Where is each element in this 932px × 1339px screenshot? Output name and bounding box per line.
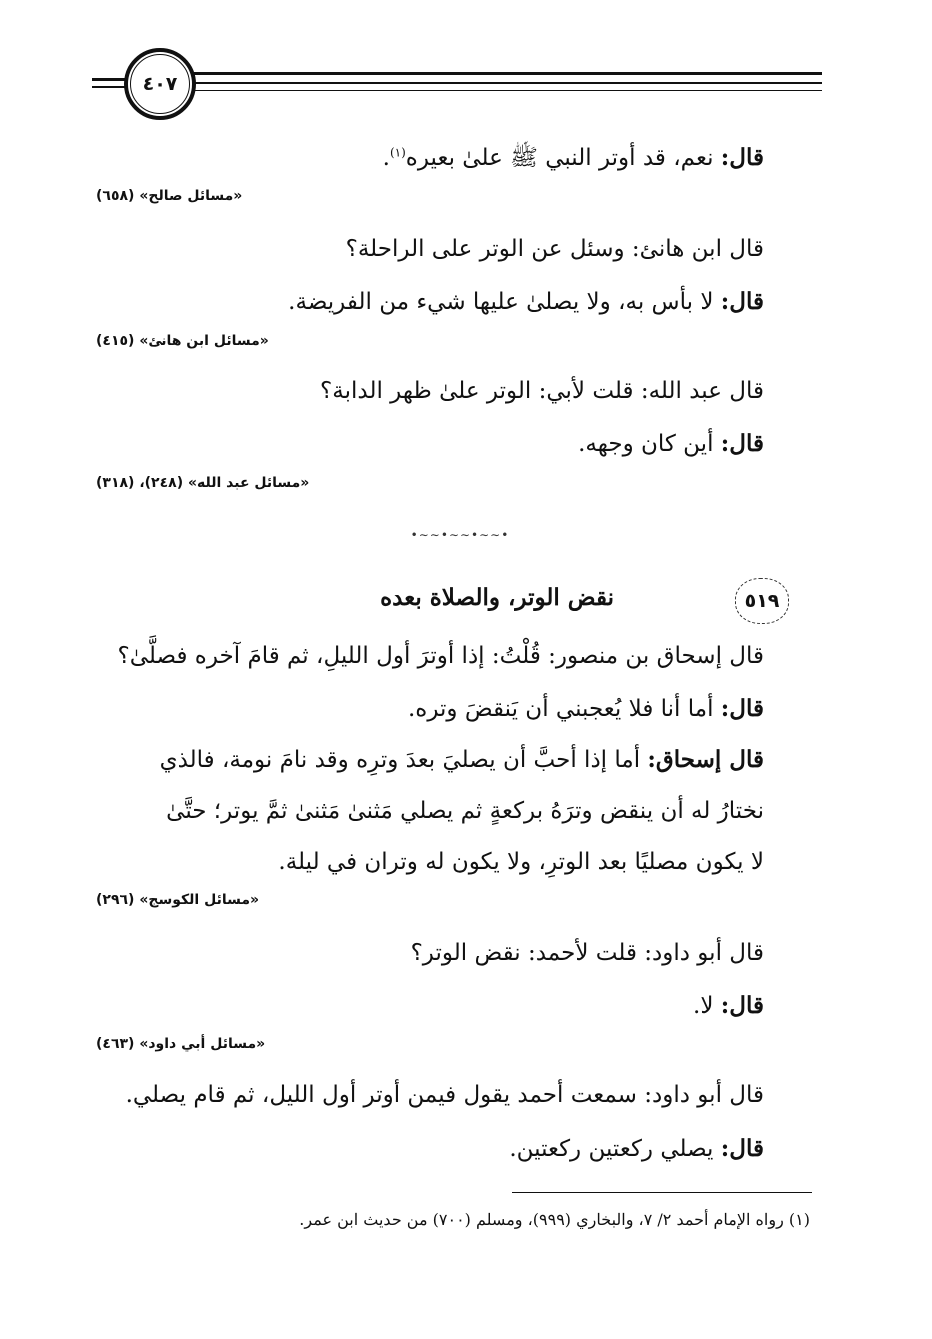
block6-line1: قال أبو داود: سمعت أحمد يقول فيمن أوتر أول الليل، ثم قام يصلي. — [125, 1082, 764, 1108]
block4-line4: نختارُ له أن ينقض وترَهُ بركعةٍ ثم يصلي مَثنىٰ مَثنىٰ ثمَّ يوتر؛ حتَّىٰ — [166, 798, 764, 824]
block4-line3 — [160, 748, 764, 772]
block5-line2 — [693, 994, 764, 1018]
block3-answer: أين كان وجهه. — [578, 431, 714, 457]
block3-line2 — [578, 432, 764, 456]
section-heading — [170, 578, 780, 622]
speaker-label-ishaq: قال إسحاق: — [647, 746, 764, 773]
block4-text: أما إذا أحبَّ أن يصليَ بعدَ وترِه وقد نامَ نومة، فالذي — [159, 747, 641, 773]
speaker-label: قال: — [720, 430, 764, 457]
page-number: ٤٠٧ — [130, 54, 190, 114]
block1-text: نعم، قد أوتر النبي ﷺ علىٰ بعيره — [405, 145, 714, 171]
block6-answer: يصلي ركعتين ركعتين. — [509, 1136, 714, 1162]
block5-answer: لا. — [693, 993, 714, 1019]
speaker-label: قال: — [720, 288, 764, 315]
ornamental-divider — [380, 528, 540, 542]
header-rule-mid — [187, 82, 822, 84]
speaker-label: قال: — [720, 992, 764, 1019]
footnote-text: رواه الإمام أحمد ٢/ ٧، والبخاري (٩٩٩)، ومسلم (٧٠٠) من حديث ابن عمر. — [299, 1210, 784, 1229]
source-citation: «مسائل صالح» (٦٥٨) — [96, 188, 243, 204]
block6-line2 — [509, 1137, 764, 1161]
footnote — [299, 1210, 810, 1229]
source-citation: «مسائل أبي داود» (٤٦٣) — [96, 1036, 266, 1052]
speaker-label: قال: — [720, 1135, 764, 1162]
block4-line1: قال إسحاق بن منصور: قُلْتُ: إذا أوترَ أول الليلِ، ثم قامَ آخره فصلَّىٰ؟ — [117, 643, 764, 669]
block2-line1: قال ابن هانئ: وسئل عن الوتر على الراحلة؟ — [345, 236, 764, 262]
footnote-ref: (١) — [389, 145, 406, 160]
block4-line5: لا يكون مصليًا بعد الوترِ، ولا يكون له وتران في ليلة. — [278, 849, 764, 875]
source-citation: «مسائل عبد الله» (٢٤٨)، (٣١٨) — [96, 475, 310, 491]
block1-line — [383, 146, 764, 170]
speaker-label: قال: — [720, 695, 764, 722]
footnote-separator — [512, 1192, 812, 1193]
section-title: نقض الوتر، والصلاة بعده — [380, 584, 614, 611]
section-number-badge: ٥١٩ — [735, 578, 789, 624]
footnote-marker: (١) — [788, 1210, 810, 1229]
source-citation: «مسائل الكوسج» (٢٩٦) — [96, 892, 260, 908]
block4-line2 — [408, 697, 764, 721]
block5-line1: قال أبو داود: قلت لأحمد: نقض الوتر؟ — [410, 940, 764, 966]
source-citation: «مسائل ابن هانئ» (٤١٥) — [96, 333, 269, 349]
header-rule-thin — [187, 90, 822, 91]
header-rule-thick — [187, 72, 822, 75]
page-number-badge — [124, 48, 196, 120]
block1-end: . — [382, 145, 390, 171]
block4-answer: أما أنا فلا يُعجبني أن يَنقضَ وتره. — [407, 696, 714, 722]
speaker-label: قال: — [720, 144, 764, 171]
block2-line2 — [288, 290, 764, 314]
block3-line1: قال عبد الله: قلت لأبي: الوتر علىٰ ظهر الدابة؟ — [320, 378, 764, 404]
page-header — [92, 48, 822, 120]
divider-ornament: •∽∽•∽∽•∽∽• — [410, 528, 510, 542]
block2-answer: لا بأس به، ولا يصلىٰ عليها شيء من الفريضة. — [288, 289, 714, 315]
